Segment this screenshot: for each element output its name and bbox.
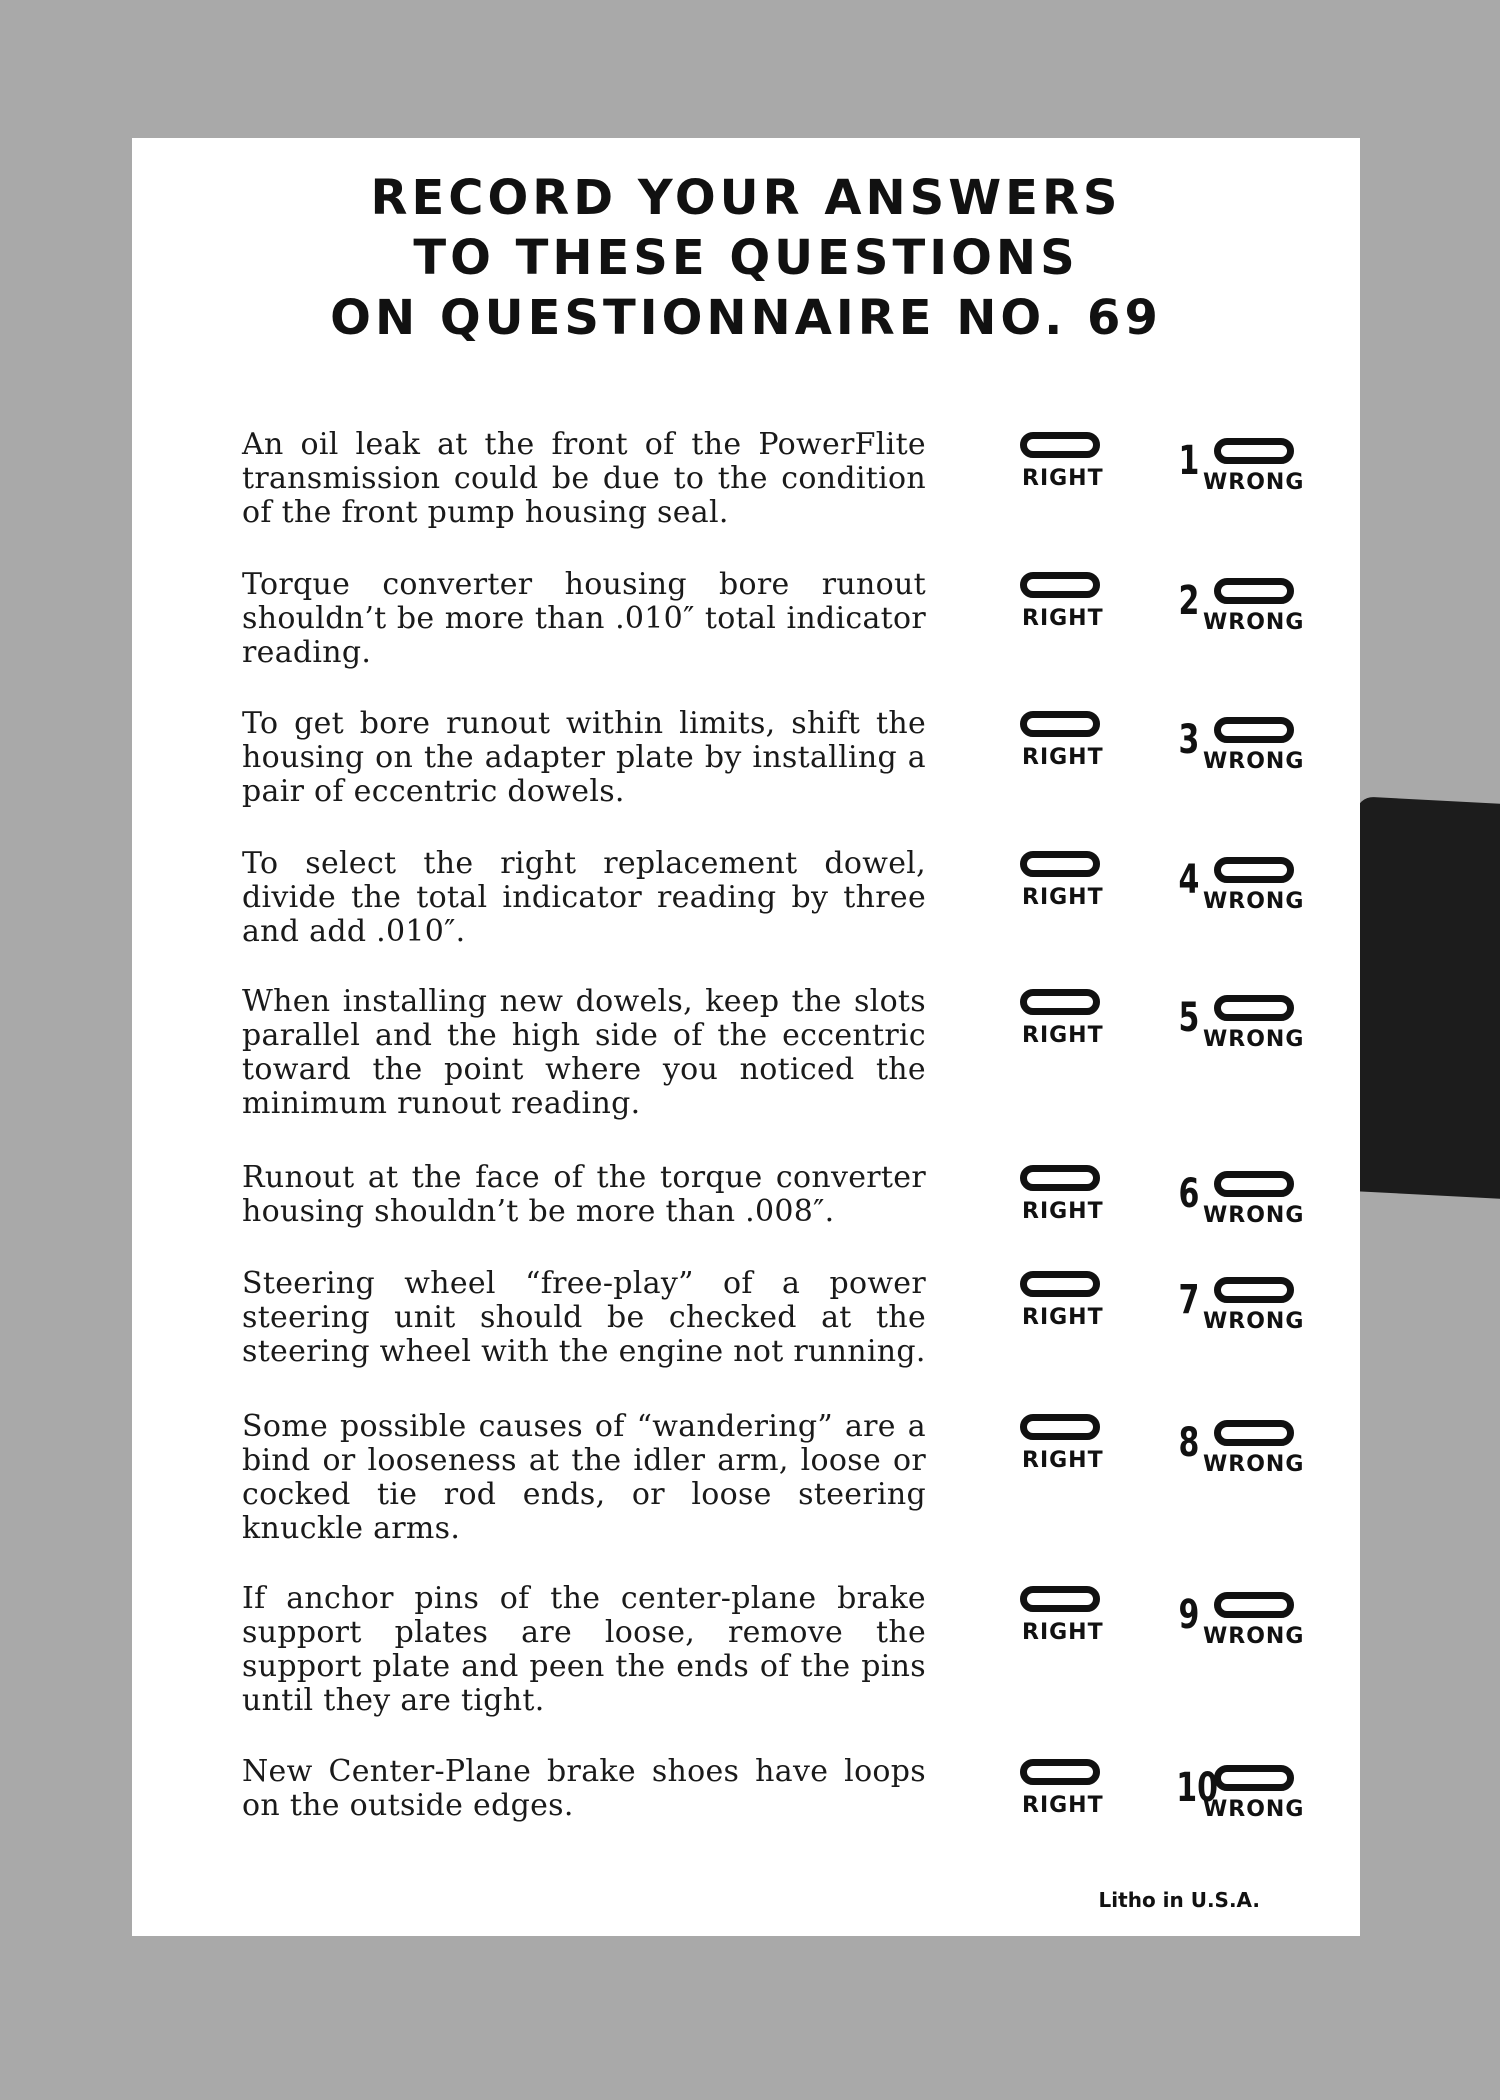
right-label: RIGHT bbox=[1022, 745, 1104, 770]
question-text: Torque converter housing bore runout shouldn’t be more than .010″ total indicator reading. bbox=[242, 567, 926, 670]
question-text: Runout at the face of the torque converter housing shouldn’t be more than .008″. bbox=[242, 1160, 926, 1229]
wrong-label: WRONG bbox=[1203, 470, 1305, 495]
question-number: 7 bbox=[1178, 1277, 1200, 1323]
wrong-label: WRONG bbox=[1203, 1452, 1305, 1477]
right-answer-bubble[interactable] bbox=[1020, 1165, 1100, 1191]
wrong-label: WRONG bbox=[1203, 1797, 1305, 1822]
question-text: When installing new dowels, keep the slots parallel and the high side of the eccentric toward the point where you noticed the minimum runout reading. bbox=[242, 984, 926, 1121]
right-answer-bubble[interactable] bbox=[1020, 1271, 1100, 1297]
question-number: 3 bbox=[1178, 717, 1200, 763]
question-number: 1 bbox=[1178, 438, 1200, 484]
right-answer-bubble[interactable] bbox=[1020, 572, 1100, 598]
wrong-answer-bubble[interactable] bbox=[1214, 1592, 1294, 1618]
question-number: 2 bbox=[1178, 578, 1200, 624]
wrong-label: WRONG bbox=[1203, 749, 1305, 774]
question-text: Steering wheel “free-play” of a power steering unit should be checked at the steering wheel with the engine not running. bbox=[242, 1266, 926, 1369]
right-answer-bubble[interactable] bbox=[1020, 1759, 1100, 1785]
wrong-answer-bubble[interactable] bbox=[1214, 995, 1294, 1021]
wrong-answer-bubble[interactable] bbox=[1214, 717, 1294, 743]
question-text: To get bore runout within limits, shift the housing on the adapter plate by installing a pair of eccentric dowels. bbox=[242, 706, 926, 809]
wrong-answer-bubble[interactable] bbox=[1214, 578, 1294, 604]
right-label: RIGHT bbox=[1022, 606, 1104, 631]
question-number: 8 bbox=[1178, 1420, 1200, 1466]
question-number: 5 bbox=[1178, 995, 1200, 1041]
right-label: RIGHT bbox=[1022, 1305, 1104, 1330]
wrong-label: WRONG bbox=[1203, 1203, 1305, 1228]
right-label: RIGHT bbox=[1022, 1793, 1104, 1818]
right-answer-bubble[interactable] bbox=[1020, 989, 1100, 1015]
right-label: RIGHT bbox=[1022, 1199, 1104, 1224]
question-number: 4 bbox=[1178, 857, 1200, 903]
wrong-answer-bubble[interactable] bbox=[1214, 438, 1294, 464]
wrong-answer-bubble[interactable] bbox=[1214, 1277, 1294, 1303]
question-text: To select the right replacement dowel, divide the total indicator reading by three and add .010″. bbox=[242, 846, 926, 949]
right-answer-bubble[interactable] bbox=[1020, 1414, 1100, 1440]
right-answer-bubble[interactable] bbox=[1020, 851, 1100, 877]
question-number: 9 bbox=[1178, 1592, 1200, 1638]
litho-footer: Litho in U.S.A. bbox=[1098, 1888, 1260, 1912]
questionnaire-card bbox=[132, 138, 1360, 1936]
page-tab bbox=[1356, 796, 1500, 1199]
wrong-label: WRONG bbox=[1203, 1027, 1305, 1052]
right-answer-bubble[interactable] bbox=[1020, 711, 1100, 737]
wrong-label: WRONG bbox=[1203, 889, 1305, 914]
wrong-answer-bubble[interactable] bbox=[1214, 1171, 1294, 1197]
right-label: RIGHT bbox=[1022, 885, 1104, 910]
page-title bbox=[132, 168, 1360, 348]
wrong-answer-bubble[interactable] bbox=[1214, 1765, 1294, 1791]
question-text: Some possible causes of “wandering” are a bind or looseness at the idler arm, loose or cocked tie rod ends, or loose steering knuckle arms. bbox=[242, 1409, 926, 1546]
right-label: RIGHT bbox=[1022, 1023, 1104, 1048]
right-answer-bubble[interactable] bbox=[1020, 432, 1100, 458]
right-answer-bubble[interactable] bbox=[1020, 1586, 1100, 1612]
right-label: RIGHT bbox=[1022, 466, 1104, 491]
question-number: 6 bbox=[1178, 1171, 1200, 1217]
wrong-answer-bubble[interactable] bbox=[1214, 1420, 1294, 1446]
question-text: If anchor pins of the center-plane brake support plates are loose, remove the support plate and peen the ends of the pins until they are tight. bbox=[242, 1581, 926, 1718]
title-line: TO THESE QUESTIONS bbox=[413, 230, 1079, 286]
question-text: An oil leak at the front of the PowerFlite transmission could be due to the condition of the front pump housing seal. bbox=[242, 427, 926, 530]
wrong-label: WRONG bbox=[1203, 1624, 1305, 1649]
title-line: RECORD YOUR ANSWERS bbox=[370, 170, 1122, 226]
wrong-answer-bubble[interactable] bbox=[1214, 857, 1294, 883]
right-label: RIGHT bbox=[1022, 1620, 1104, 1645]
title-line: ON QUESTIONNAIRE NO. 69 bbox=[330, 290, 1162, 346]
wrong-label: WRONG bbox=[1203, 1309, 1305, 1334]
question-text: New Center-Plane brake shoes have loops on the outside edges. bbox=[242, 1754, 926, 1823]
right-label: RIGHT bbox=[1022, 1448, 1104, 1473]
question-number: 10 bbox=[1176, 1765, 1219, 1811]
wrong-label: WRONG bbox=[1203, 610, 1305, 635]
